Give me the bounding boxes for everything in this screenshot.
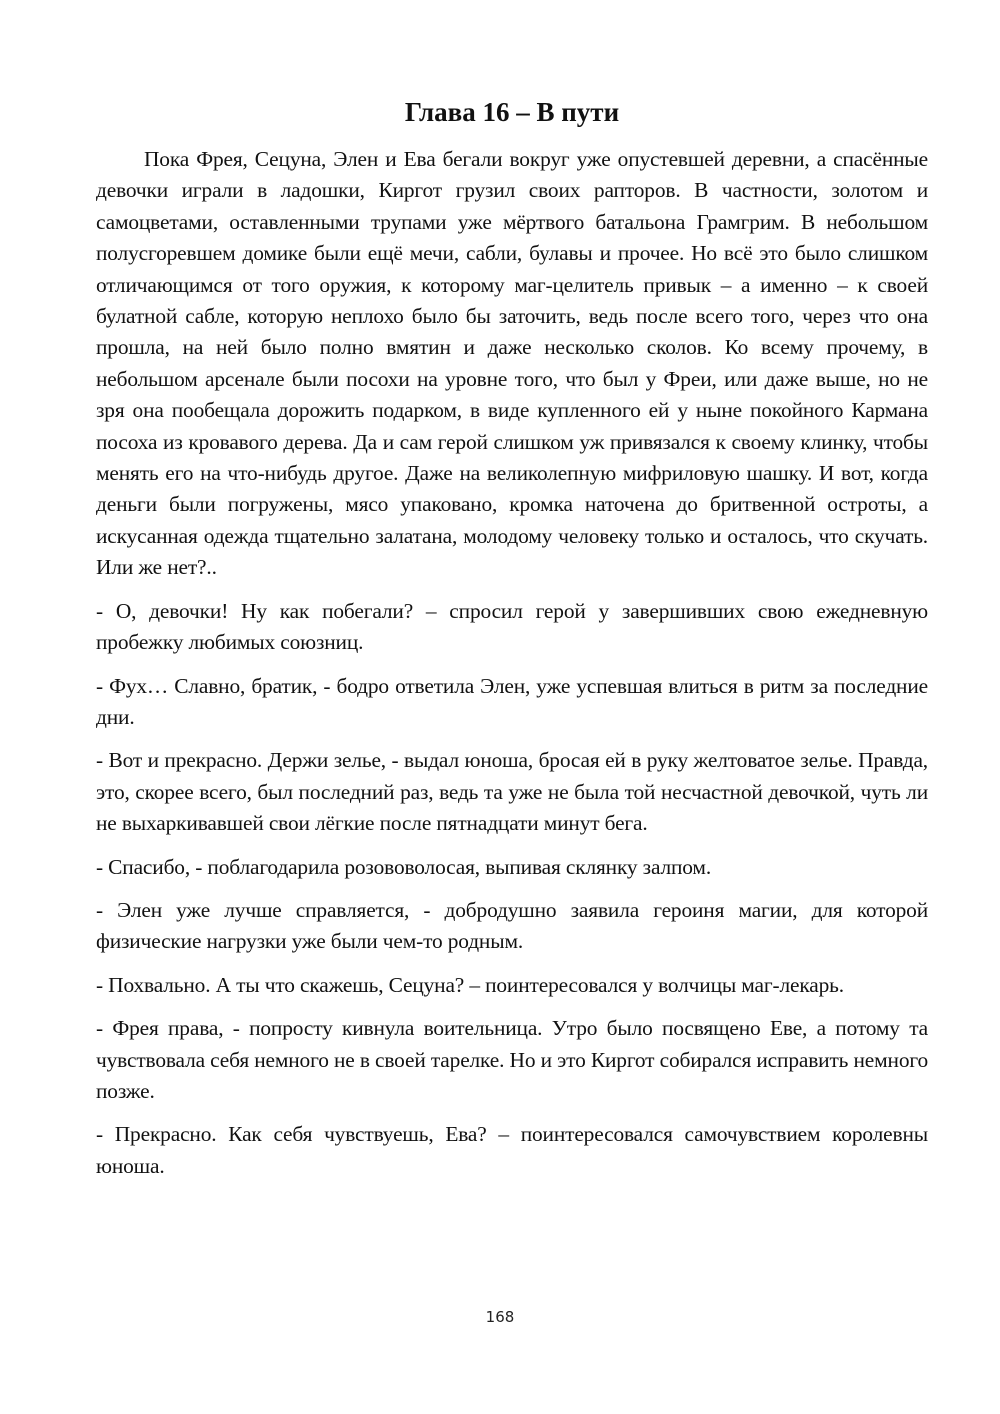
paragraph-narration: Пока Фрея, Сецуна, Элен и Ева бегали вокруг уже опустевшей деревни, а спасённые девочки играли в ладошки, Киргот грузил своих рапторов. В частности, золотом и самоцветами, оставленными трупами уже мёртвого батальона Грамгрим. В небольшом полусгоревшем домике были ещё мечи, сабли, булавы и прочее. Но всё это было слишком отличающимся от того оружия, к которому маг-целитель привык – а именно – к своей булатной сабле, которую неплохо было бы заточить, ведь после всего того, через что она прошла, на ней было полно вмятин и даже несколько сколов. Ко всему прочему, в небольшом арсенале были посохи на уровне того, что был у Фреи, или даже выше, но не зря она пообещала дорожить подарком, в виде купленного ей у ныне покойного Кармана посоха из кровавого дерева. Да и сам герой слишком уж привязался к своему клинку, чтобы менять его на что-нибудь другое. Даже на великолепную мифриловую шашку. И вот, когда деньги были погружены, мясо упаковано, кромка наточена до бритвенной остроты, а искусанная одежда тщательно залатана, молодому человеку только и осталось, что скучать. Или же нет?.. [96, 147, 928, 580]
paragraph-dialogue: - Похвально. А ты что скажешь, Сецуна? – поинтересовался у волчицы маг-лекарь. [96, 972, 844, 997]
paragraph-dialogue: - Вот и прекрасно. Держи зелье, - выдал юноша, бросая ей в руку желтоватое зелье. Правда, это, скорее всего, был последний раз, ведь та уже не была той несчастной девочкой, чуть ли не выхаркивавшей свои лёгкие после пятнадцати минут бега. [96, 748, 928, 836]
page-number: 168 [485, 1308, 515, 1326]
paragraph-dialogue: - Фрея права, - попросту кивнула воительница. Утро было посвящено Еве, а потому та чувствовала себя немного не в своей тарелке. Но и это Киргот собирался исправить немного позже. [96, 1016, 928, 1103]
document-page [96, 96, 928, 1194]
paragraph-dialogue: - Элен уже лучше справляется, - добродушно заявила героиня магии, для которой физические нагрузки уже были чем-то родным. [96, 897, 928, 954]
paragraph-dialogue: - О, девочки! Ну как побегали? – спросил герой у завершивших свою ежедневную пробежку любимых союзниц. [96, 598, 928, 655]
paragraph-dialogue: - Спасибо, - поблагодарила розововолосая, выпивая склянку залпом. [96, 854, 712, 879]
paragraph-dialogue: - Фух… Славно, братик, - бодро ответила Элен, уже успевшая влиться в ритм за последние дни. [96, 673, 928, 729]
chapter-title: Глава 16 – В пути [404, 97, 620, 127]
paragraph-dialogue: - Прекрасно. Как себя чувствуешь, Ева? – поинтересовался самочувствием королевны юноша. [96, 1122, 928, 1178]
